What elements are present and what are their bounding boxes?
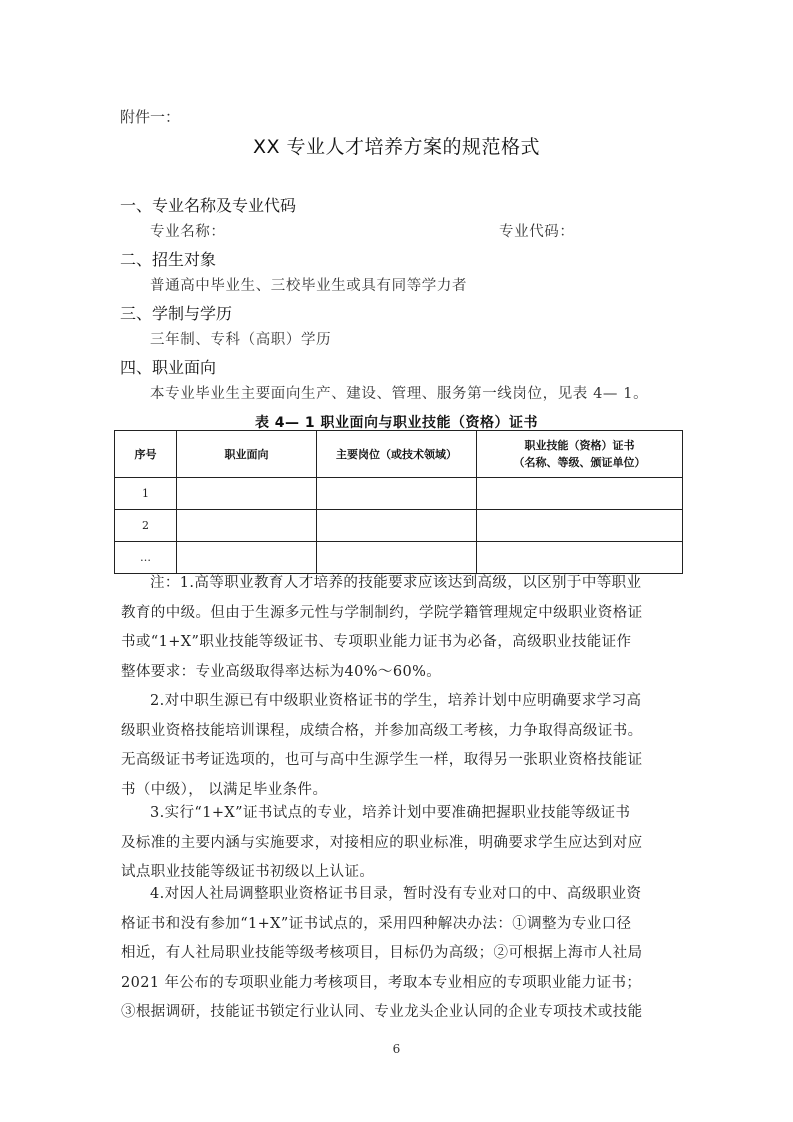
row-position <box>317 478 477 510</box>
table-row <box>115 510 683 542</box>
row-position <box>317 510 477 542</box>
document-title: XX 专业人才培养方案的规范格式 <box>252 136 541 158</box>
note-1 <box>121 569 677 687</box>
note-2 <box>121 687 677 805</box>
row-career <box>177 510 317 542</box>
note-2-line: 级职业资格技能培训课程，成绩合格，并参加高级工考核，力争取得高级证书。 <box>121 722 643 739</box>
note-2-line: 书（中级）， 以满足毕业条件。 <box>121 781 328 798</box>
major-code-label: 专业代码： <box>499 224 575 240</box>
table-header-row <box>115 431 683 478</box>
schooling-text: 三年制、专科（高职）学历 <box>150 332 332 348</box>
note-4-line: 格证书和没有参加“1+X”证书试点的，采用四种解决办法：①调整为专业口径 <box>121 915 632 932</box>
header-certificate <box>477 431 683 478</box>
career-orientation-text: 本专业毕业生主要面向生产、建设、管理、服务第一线岗位，见表 4— 1。 <box>150 386 649 402</box>
note-4-line: 2021 年公布的专项职业能力考核项目，考取本专业相应的专项职业能力证书； <box>121 974 642 991</box>
note-3-line: 3.实行“1+X”证书试点的专业，培养计划中要准确把握职业技能等级证书 <box>150 805 631 821</box>
row-index: 1 <box>115 478 177 510</box>
page-number: 6 <box>392 1042 401 1056</box>
row-certificate <box>477 478 683 510</box>
note-4 <box>121 880 677 1028</box>
header-career: 职业面向 <box>177 431 317 478</box>
career-certificate-table <box>114 430 683 574</box>
major-name-label: 专业名称： <box>150 224 226 240</box>
table-caption: 表 4— 1 职业面向与职业技能（资格）证书 <box>254 415 539 431</box>
header-certificate-line1: 职业技能（资格）证书 <box>524 439 635 452</box>
note-1-line: 整体要求：专业高级取得率达标为40%～60%。 <box>121 663 442 680</box>
note-1-line: 注：1.高等职业教育人才培养的技能要求应该达到高级，以区别于中等职业 <box>150 575 642 591</box>
header-position: 主要岗位（或技术领域） <box>317 431 477 478</box>
note-4-line: 相近，有人社局职业技能等级考核项目，目标仍为高级；②可根据上海市人社局 <box>121 945 643 961</box>
note-2-line: 无高级证书考证选项的，也可与高中生源学生一样，取得另一张职业资格技能证 <box>121 752 643 768</box>
header-index: 序号 <box>115 431 177 478</box>
section-2-heading: 二、招生对象 <box>120 250 217 269</box>
note-4-line: ③根据调研，技能证书锁定行业认同、专业龙头企业认同的企业专项技术或技能 <box>121 1004 643 1020</box>
section-4-heading: 四、职业面向 <box>120 358 217 377</box>
row-career <box>177 478 317 510</box>
enrollment-text: 普通高中毕业生、三校毕业生或具有同等学力者 <box>150 278 468 294</box>
section-1-heading: 一、专业名称及专业代码 <box>120 196 297 215</box>
note-3 <box>121 799 677 888</box>
note-3-line: 试点职业技能等级证书初级以上认证。 <box>121 864 375 880</box>
attachment-label: 附件一： <box>120 108 181 126</box>
header-certificate-line2: （名称、等级、颁证单位） <box>513 456 646 469</box>
table-row <box>115 478 683 510</box>
note-1-line: 书或“1+X”职业技能等级证书、专项职业能力证书为必备，高级职业技能证作 <box>121 634 632 650</box>
row-index: … <box>115 542 177 574</box>
note-3-line: 及标准的主要内涵与实施要求，对接相应的职业标准，明确要求学生应达到对应 <box>121 834 643 851</box>
row-index: 2 <box>115 510 177 542</box>
section-3-heading: 三、学制与学历 <box>120 304 233 323</box>
row-certificate <box>477 510 683 542</box>
note-1-line: 教育的中级。但由于生源多元性与学制制约，学院学籍管理规定中级职业资格证 <box>121 604 643 621</box>
note-4-line: 4.对因人社局调整职业资格证书目录，暂时没有专业对口的中、高级职业资 <box>150 886 642 902</box>
note-2-line: 2.对中职生源已有中级职业资格证书的学生，培养计划中应明确要求学习高 <box>150 693 642 709</box>
